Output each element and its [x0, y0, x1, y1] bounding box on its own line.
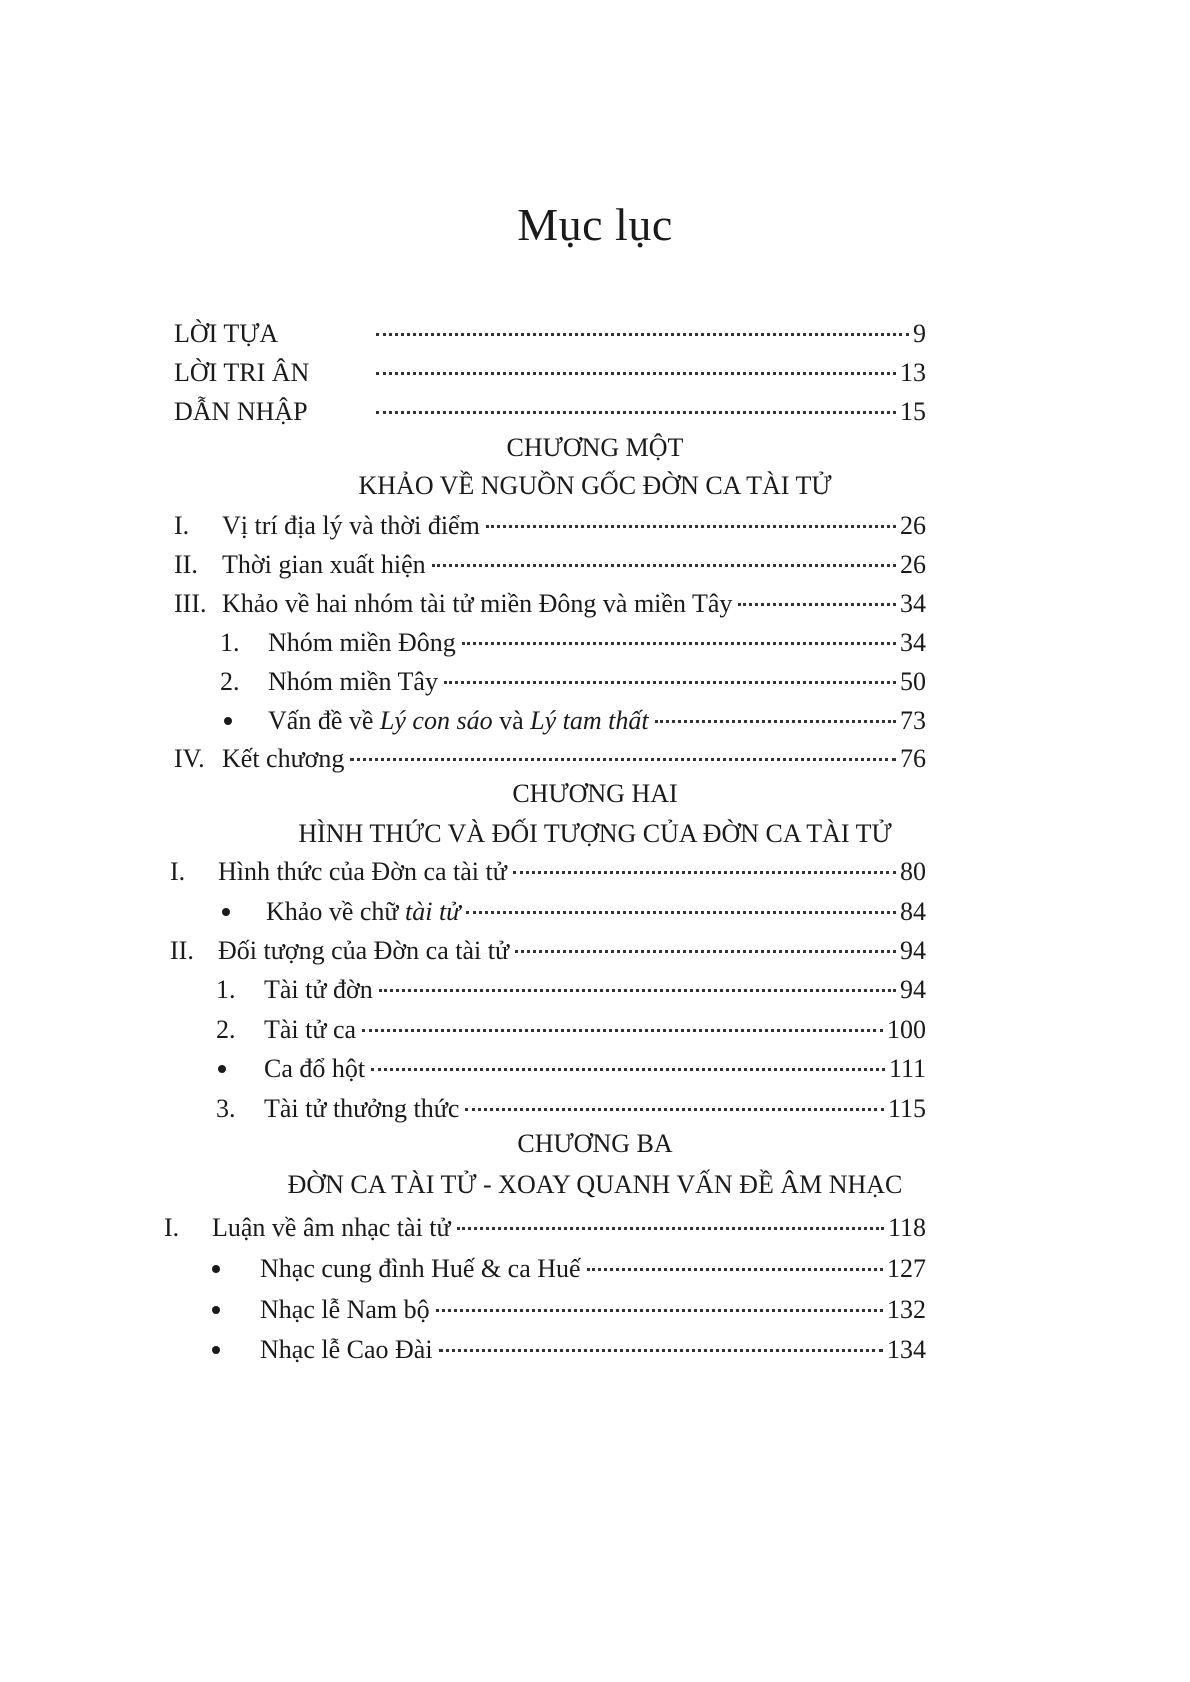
toc-label: Khảo về hai nhóm tài tử miền Đông và miền Tây: [222, 589, 733, 618]
toc-entry: [174, 545, 926, 585]
dot-leader: [462, 642, 896, 645]
bullet-icon: [212, 1306, 220, 1314]
dot-leader: [587, 1268, 883, 1271]
toc-number: II.: [170, 936, 194, 965]
bullet-icon: [212, 1346, 220, 1354]
toc-page: 34: [900, 589, 926, 618]
bullet-marker: [222, 892, 266, 932]
toc-entry-dan-nhap: [174, 392, 926, 432]
bullet-marker: [212, 1330, 260, 1370]
toc-number: I.: [174, 511, 190, 540]
toc-page: 13: [900, 358, 926, 387]
toc-label: LỜI TỰA: [174, 319, 279, 348]
toc-page: 9: [913, 319, 926, 348]
toc-page: 73: [900, 706, 926, 735]
toc-entry: [174, 506, 926, 546]
toc-number: 2.: [216, 1015, 236, 1044]
toc-page: 84: [900, 897, 926, 926]
toc-entry: [212, 1290, 926, 1330]
dot-leader: [376, 333, 909, 336]
toc-label: Vị trí địa lý và thời điểm: [222, 511, 480, 540]
dot-leader: [655, 720, 896, 723]
page-title: Mục lục: [517, 199, 673, 250]
toc-entry: [174, 584, 926, 624]
toc-entry: [212, 1249, 926, 1289]
dot-leader: [432, 564, 896, 567]
toc-label: Nhạc lễ Cao Đài: [260, 1335, 433, 1364]
toc-entry: [170, 931, 926, 971]
toc-page: 80: [900, 857, 926, 886]
dot-leader: [362, 1029, 883, 1032]
chapter-subtitle: HÌNH THỨC VÀ ĐỐI TƯỢNG CỦA ĐỜN CA TÀI TỬ: [298, 819, 892, 848]
toc-entry: [218, 1049, 926, 1089]
chapter-subtitle: ĐỜN CA TÀI TỬ - XOAY QUANH VẤN ĐỀ ÂM NHẠC: [287, 1170, 903, 1199]
toc-page: 100: [887, 1015, 926, 1044]
bullet-marker: [212, 1249, 260, 1289]
toc-label: Ca đổ hột: [264, 1054, 366, 1083]
toc-entry: [174, 739, 926, 779]
toc-number: 3.: [216, 1094, 236, 1123]
toc-label: Thời gian xuất hiện: [222, 550, 426, 579]
toc-number: I.: [164, 1213, 180, 1242]
toc-entry-loi-tua: [174, 314, 926, 354]
toc-label: Tài tử ca: [264, 1015, 357, 1044]
toc-page: 127: [887, 1254, 926, 1283]
dot-leader: [465, 1108, 884, 1111]
toc-entry: [170, 852, 926, 892]
dot-leader: [371, 1068, 885, 1071]
toc-label: Tài tử thưởng thức: [264, 1094, 460, 1123]
toc-number: II.: [174, 550, 198, 579]
dot-leader: [738, 603, 896, 606]
toc-label: Nhóm miền Tây: [268, 667, 438, 696]
toc-number: I.: [170, 857, 186, 886]
toc-number: 1.: [216, 975, 236, 1004]
toc-page: 34: [900, 628, 926, 657]
chapter-heading: CHƯƠNG HAI: [512, 779, 678, 808]
toc-entry: [224, 701, 926, 741]
dot-leader: [513, 871, 896, 874]
toc-entry: [216, 1089, 926, 1129]
dot-leader: [376, 372, 896, 375]
toc-label: Kết chương: [222, 744, 345, 773]
toc-entry: [222, 892, 926, 932]
dot-leader: [439, 1349, 883, 1352]
toc-entry: [220, 623, 926, 663]
toc-page: 132: [887, 1295, 926, 1324]
toc-label: Tài tử đờn: [264, 975, 373, 1004]
toc-label: Luận về âm nhạc tài tử: [212, 1213, 451, 1242]
toc-page: 26: [900, 511, 926, 540]
toc-number: 1.: [220, 628, 240, 657]
toc-page: 118: [887, 1213, 926, 1242]
toc-page: 76: [900, 744, 926, 773]
bullet-icon: [224, 717, 232, 725]
toc-label: Đối tượng của Đờn ca tài tử: [218, 936, 510, 965]
chapter-heading: CHƯƠNG MỘT: [506, 433, 684, 462]
chapter-subtitle: KHẢO VỀ NGUỒN GỐC ĐỜN CA TÀI TỬ: [358, 471, 832, 500]
toc-number: 2.: [220, 667, 240, 696]
toc-label: Vấn đề về Lý con sáo và Lý tam thất: [268, 706, 649, 735]
dot-leader: [376, 411, 896, 414]
dot-leader: [486, 525, 896, 528]
toc-entry: [220, 662, 926, 702]
dot-leader: [515, 950, 896, 953]
bullet-icon: [222, 908, 230, 916]
toc-page: 15: [900, 397, 926, 426]
toc-label: Nhóm miền Đông: [268, 628, 456, 657]
toc-page: 94: [900, 936, 926, 965]
bullet-marker: [212, 1290, 260, 1330]
toc-entry-loi-tri-an: [174, 353, 926, 393]
toc-entry: [216, 970, 926, 1010]
toc-entry: [212, 1330, 926, 1370]
toc-label: Nhạc lễ Nam bộ: [260, 1295, 430, 1324]
toc-number: IV.: [174, 744, 205, 773]
toc-label: DẪN NHẬP: [174, 397, 308, 426]
toc-entry: [216, 1010, 926, 1050]
bullet-icon: [218, 1065, 226, 1073]
toc-page: 134: [887, 1335, 926, 1364]
dot-leader: [379, 989, 896, 992]
toc-page: 94: [900, 975, 926, 1004]
bullet-marker: [218, 1049, 264, 1089]
toc-entry: [164, 1208, 926, 1248]
toc-label: Hình thức của Đờn ca tài tử: [218, 857, 507, 886]
toc-label: Khảo về chữ tài tử: [266, 897, 461, 926]
bullet-marker: [224, 701, 268, 741]
dot-leader: [466, 911, 896, 914]
dot-leader: [436, 1309, 883, 1312]
toc-number: III.: [174, 589, 207, 618]
dot-leader: [350, 758, 896, 761]
toc-page: 26: [900, 550, 926, 579]
chapter-heading: CHƯƠNG BA: [517, 1129, 673, 1158]
dot-leader: [457, 1227, 884, 1230]
dot-leader: [444, 681, 896, 684]
toc-label: LỜI TRI ÂN: [174, 358, 310, 387]
toc-label: Nhạc cung đình Huế & ca Huế: [260, 1254, 581, 1283]
toc-page: 115: [887, 1094, 926, 1123]
toc-page: 111: [888, 1054, 926, 1083]
bullet-icon: [212, 1265, 220, 1273]
toc-page: 50: [900, 667, 926, 696]
